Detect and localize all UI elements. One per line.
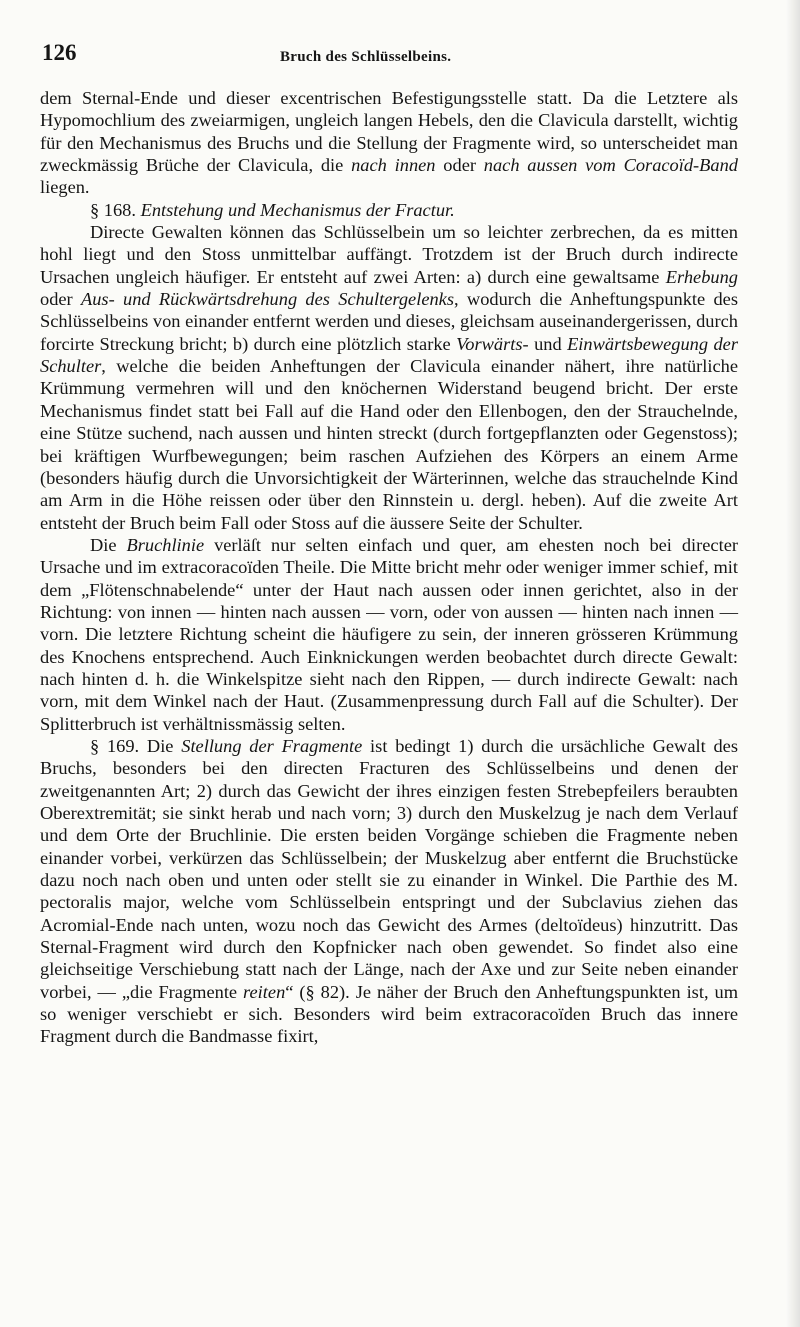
text-run: und xyxy=(528,333,568,354)
italic-run: reiten xyxy=(243,981,286,1002)
italic-run: Vorwärts- xyxy=(456,333,529,354)
italic-run: Aus- und Rückwärtsdrehung des Schultergelenks xyxy=(80,289,455,310)
text-run: , welche die beiden Anheftungen der Clavicula einander nähert, ihre natürliche Krümmung vermehren will und den knöchernen Widerstand beugend bricht. Der erste Mechanismus findet statt bei Fall auf die Hand oder den Ellenbogen, den der Strauchelnde, eine Stütze suchend, nach aussen und hinten streckt (durch fortgepflanzten oder Gegenstoss); bei kräftigen Wurfbewegungen; beim raschen Aufziehen des Körpers an einem Arme (besonders häufig durch die Unvorsichtigkeit der Wärterinnen, welche das strauchelnde Kind am Arm in die Höhe reissen oder über den Rinnstein u. dergl. heben). Auf die zweite Art entsteht der Bruch beim Fall oder Stoss auf die äussere Seite der Schulter. xyxy=(40,356,738,533)
text-run: , wodurch die Anheftungspunkte des Schlüsselbeins von einander entfernt werden und dieses, gleichsam auseinandergerissen, durch forcirte Streckung bricht; b) durch eine plötzlich starke xyxy=(40,289,738,354)
text-run: liegen. xyxy=(40,177,90,198)
paragraph-intro xyxy=(40,87,738,199)
italic-run: Bruchlinie xyxy=(126,534,205,555)
italic-run: Erhebung xyxy=(665,266,738,287)
text-run: Die xyxy=(90,534,127,555)
paragraph-section-169 xyxy=(40,735,738,1048)
text-run: Directe Gewalten können das Schlüsselbein um so leichter zerbrechen, da es mitten hohl liegt und den Stoss unmittelbar auffängt. Trotzdem ist der Bruch durch indirecte Ursachen ungleich häufiger. Er entsteht auf zwei Arten: a) durch eine gewaltsame xyxy=(40,222,738,287)
italic-run: nach aussen vom Coracoïd-Band xyxy=(483,155,738,176)
text-run: oder xyxy=(435,155,484,176)
text-run: ist bedingt 1) durch die ursächliche Gewalt des Bruchs, besonders bei den directen Fracturen des Schlüsselbeins und denen der zweitgenannten Art; 2) durch das Gewicht der ihres einzigen festen Strebepfeilers beraubten Oberextremität; sie sinkt herab und nach vorn; 3) durch den Muskelzug je nach dem Verlauf und dem Orte der Bruchlinie. Die ersten beiden Vorgänge schieben die Fragmente neben einander vorbei, verkürzen das Schlüsselbein; der Muskelzug aber entfernt die Bruchstücke dazu noch nach oben und unten oder stellt sie zu einander in Winkel. Die Parthie des M. pectoralis major, welche vom Schlüsselbein entspringt und der Subclavius ziehen das Acromial-Ende nach unten, wozu noch das Gewicht des Armes (deltoïdeus) hinzutritt. Das Sternal-Fragment wird durch den Kopfnicker nach oben gewendet. So findet also eine gleichseitige Verschiebung statt nach der Länge, nach der Axe und zur Seite neben einander vorbei, — „die Fragmente xyxy=(40,735,738,1002)
text-run: “ (§ 82). Je näher der Bruch den Anheftungspunkten ist, um so weniger verschiebt er sich. Besonders wird beim extracoracoïden Bruch das innere Fragment durch die Bandmasse fixirt, xyxy=(40,981,738,1047)
text-run: oder xyxy=(40,289,81,310)
paragraph-bruchlinie xyxy=(40,534,738,735)
page-number: 126 xyxy=(42,40,77,65)
body-text xyxy=(40,87,738,1048)
running-head: Bruch des Schlüsselbeins. xyxy=(280,49,452,65)
italic-run: nach innen xyxy=(351,155,436,176)
italic-run: Einwärtsbewegung der Schulter xyxy=(40,333,738,377)
page-edge-shadow xyxy=(786,0,800,1327)
italic-run: Stellung der Fragmente xyxy=(181,735,363,756)
text-run: verläſt nur selten einfach und quer, am ehesten noch bei directer Ursache und im extracoracoïden Theile. Die Mitte bricht mehr oder weniger immer schief, mit dem „Flötenschnabelende“ unter der Haut nach aussen oder innen gerichtet, also in der Richtung: von innen — hinten nach aussen — vorn, oder von aussen — hinten nach innen — vorn. Die letztere Richtung scheint die häufigere zu sein, der inneren grösseren Krümmung des Knochens entsprechend. Auch Einknickungen werden beobachtet durch directe Gewalt: nach hinten d. h. die Winkelspitze sieht nach den Rippen, — durch indirecte Gewalt: nach vorn, mit dem Winkel nach der Haut. (Zusammenpressung durch Fall auf die Schulter). Der Splitterbruch ist verhältnissmässig selten. xyxy=(40,534,738,734)
text-run: dem Sternal-Ende und dieser excentrischen Befestigungsstelle statt. Da die Letztere als Hypomochlium des zweiarmigen, ungleich langen Hebels, den die Clavicula darstellt, wichtig für den Mechanismus des Bruchs und die Stellung der Fragmente wird, so unterscheidet man zweckmässig Brüche der Clavicula, die xyxy=(40,88,738,176)
paragraph-mechanism xyxy=(40,221,738,534)
text-run: § 169. Die xyxy=(90,735,182,756)
page-header xyxy=(42,40,742,70)
section-168-heading xyxy=(40,199,738,221)
section-title: Entstehung und Mechanismus der Fractur. xyxy=(140,199,455,220)
section-number: § 168. xyxy=(90,199,136,220)
